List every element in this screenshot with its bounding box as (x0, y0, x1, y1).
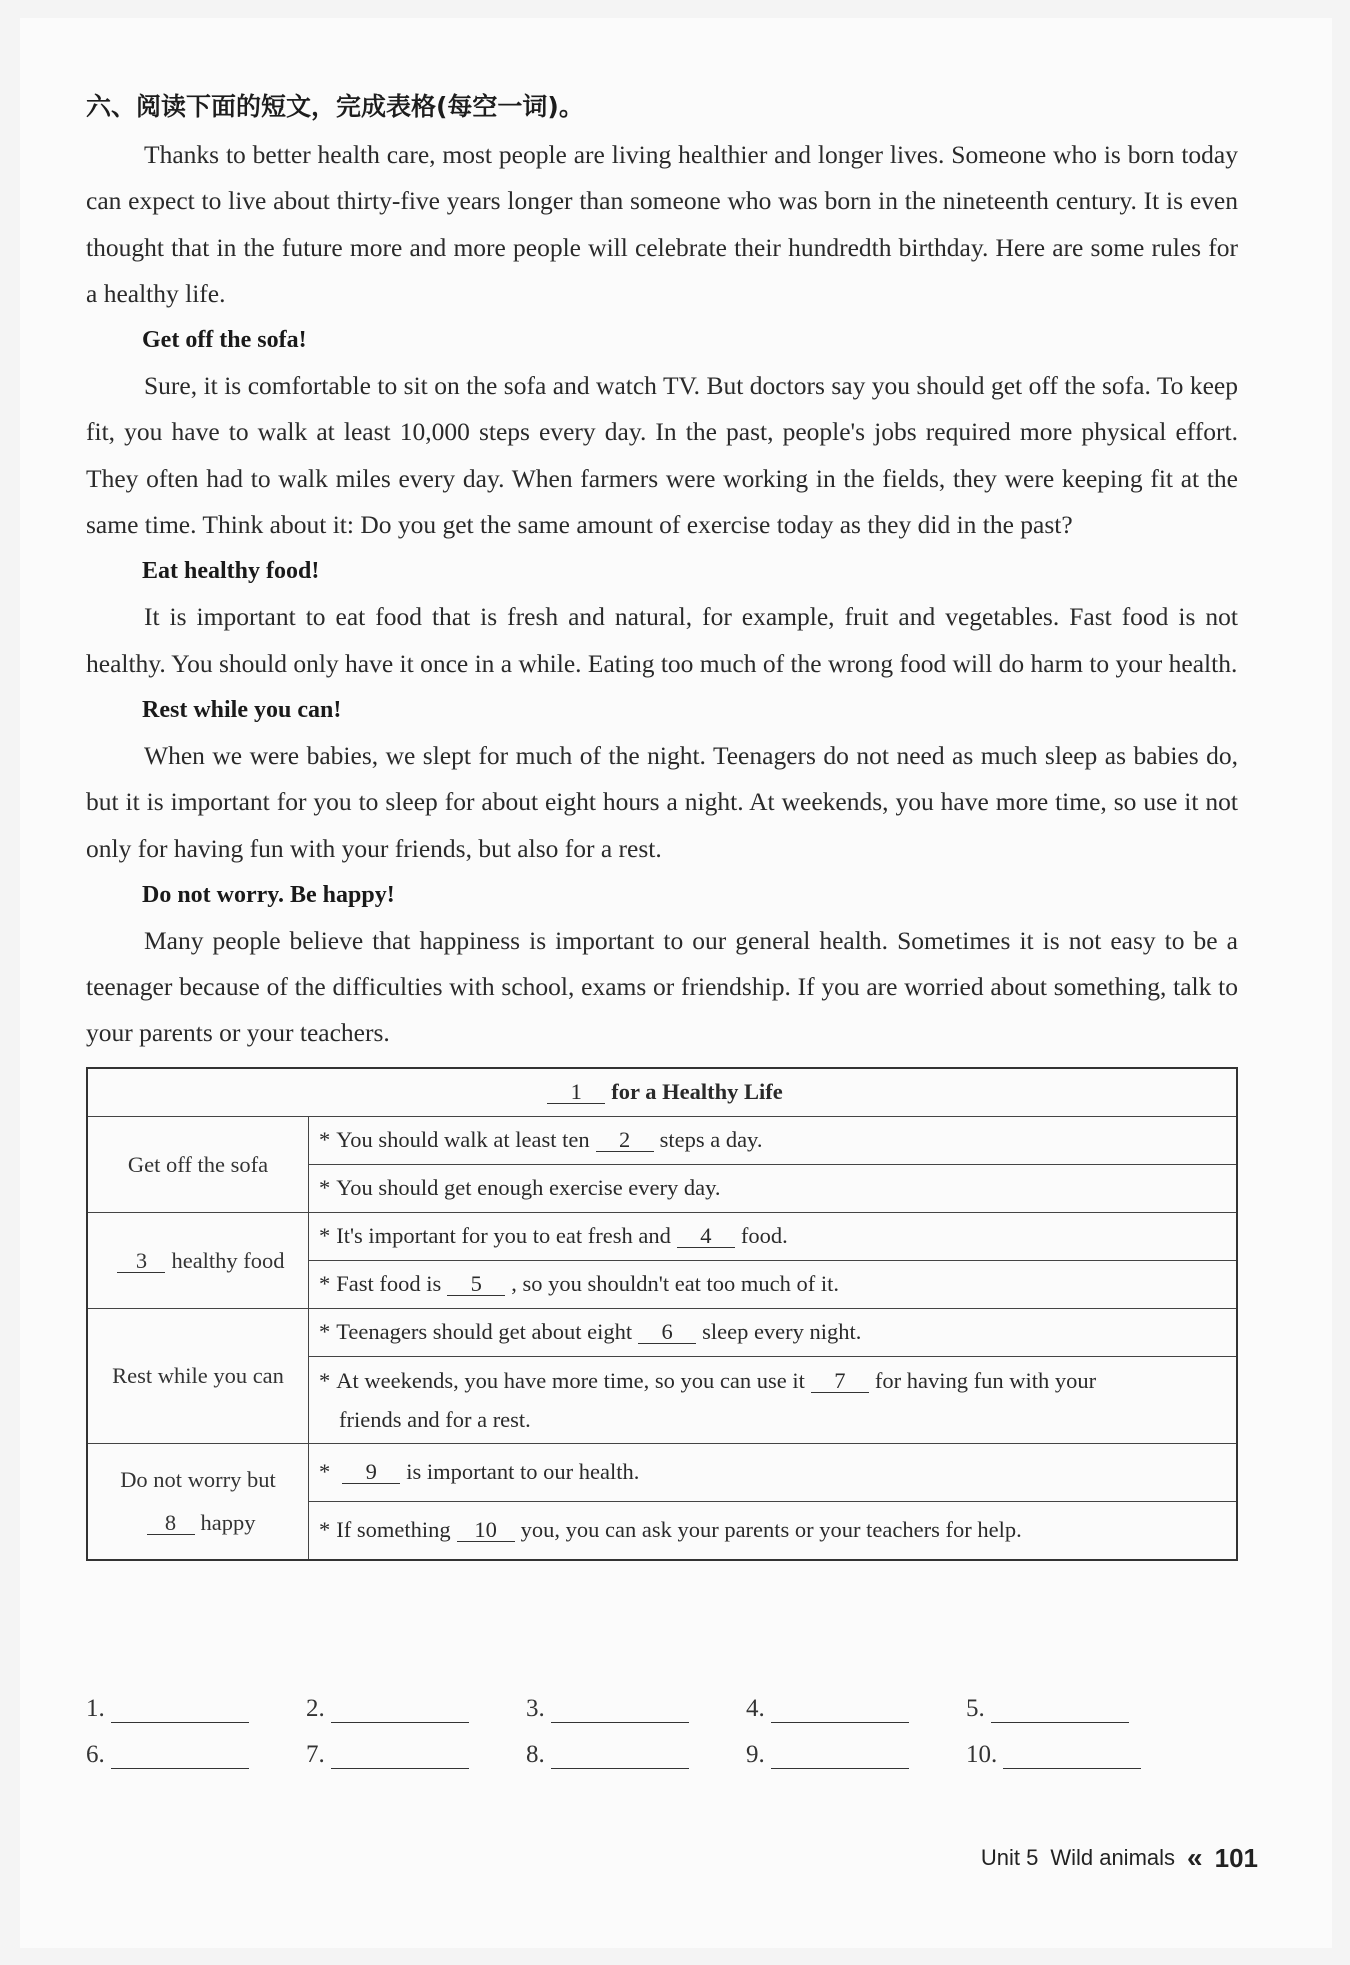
cell-text: At weekends, you have more time, so you can use it (336, 1367, 805, 1393)
section-title-sofa: Get off the sofa! (142, 327, 307, 354)
section-title-food: Eat healthy food! (142, 558, 320, 585)
table-cell (309, 1356, 1238, 1443)
exercise-content (86, 88, 1238, 1561)
row-label-worry (87, 1443, 309, 1560)
bullet-star: * (319, 1367, 331, 1393)
table-cell (309, 1443, 1238, 1501)
answer-line-4[interactable] (771, 1698, 909, 1723)
blank-4[interactable]: 4 (677, 1225, 735, 1248)
row-label-sofa: Get off the sofa (87, 1116, 309, 1212)
answer-number: 9. (746, 1741, 765, 1768)
footer-title: Wild animals (1050, 1845, 1176, 1870)
blank-9[interactable]: 9 (342, 1461, 400, 1484)
double-chevron-left-icon: « (1187, 1842, 1203, 1873)
table-cell (309, 1308, 1238, 1356)
bullet-star: * (319, 1271, 331, 1297)
cell-text: Teenagers should get about eight (336, 1319, 633, 1345)
blank-5[interactable]: 5 (447, 1273, 505, 1296)
summary-table (86, 1067, 1238, 1561)
bullet-star: * (319, 1517, 331, 1543)
table-cell (309, 1116, 1238, 1164)
blank-10[interactable]: 10 (457, 1519, 515, 1542)
exercise-heading: 六、阅读下面的短文，完成表格(每空一词)。 (86, 92, 584, 121)
section-text-sofa: Sure, it is comfortable to sit on the sofa and watch TV. But doctors say you should get off the sofa. To keep fit, you have to walk at least 10,000 steps every day. In the past, people's jobs required more physical effort. They often had to walk miles every day. When farmers were working in the fields, they were keeping fit at the same time. Think about it: Do you get the same amount of exercise today as they did in the past? (86, 371, 1238, 540)
bullet-star: * (319, 1127, 331, 1153)
answer-line-7[interactable] (331, 1744, 469, 1769)
footer-unit: Unit 5 (980, 1845, 1039, 1870)
table-title-text: for a Healthy Life (611, 1079, 783, 1105)
bullet-star: * (319, 1175, 331, 1201)
row-label-rest: Rest while you can (87, 1308, 309, 1443)
answer-line-6[interactable] (111, 1744, 249, 1769)
answer-item (526, 1723, 746, 1769)
answer-row (86, 1723, 1186, 1769)
intro-paragraph: Thanks to better health care, most people are living healthier and longer lives. Someone who is born today can expect to live about thirty-five years longer than someone who was born in the nineteenth century. It is even thought that in the future more and more people will celebrate their hundredth birthday. Here are some rules for a healthy life. (86, 140, 1238, 308)
blank-3[interactable]: 3 (117, 1250, 165, 1273)
answer-row (86, 1677, 1186, 1723)
blank-6[interactable]: 6 (638, 1321, 696, 1344)
answer-item (746, 1677, 966, 1723)
answer-item (966, 1723, 1186, 1769)
table-cell (309, 1164, 1238, 1212)
answer-line-2[interactable] (331, 1698, 469, 1723)
answer-line-3[interactable] (551, 1698, 689, 1723)
cell-text: You should walk at least ten (336, 1127, 590, 1153)
bullet-star: * (319, 1459, 331, 1485)
answer-item (306, 1723, 526, 1769)
answer-line-8[interactable] (551, 1744, 689, 1769)
answer-number: 2. (306, 1695, 325, 1722)
cell-text: is important to our health. (406, 1459, 640, 1485)
cell-text: food. (740, 1223, 788, 1249)
blank-8[interactable]: 8 (147, 1512, 195, 1535)
answer-line-10[interactable] (1003, 1744, 1141, 1769)
section-text-happy: Many people believe that happiness is important to our general health. Sometimes it is not easy to be a teenager because of the difficulties with school, exams or friendship. If you are worried about something, talk to your parents or your teachers. (86, 925, 1238, 1048)
table-cell (309, 1260, 1238, 1308)
blank-2[interactable]: 2 (596, 1129, 654, 1152)
table-title (87, 1068, 1237, 1117)
answer-item (966, 1677, 1186, 1723)
cell-text: friends and for a rest. (339, 1406, 531, 1432)
answer-number: 3. (526, 1695, 545, 1722)
blank-7[interactable]: 7 (811, 1370, 869, 1393)
cell-text: sleep every night. (702, 1319, 862, 1345)
page-footer (981, 1842, 1258, 1874)
answer-number: 5. (966, 1695, 985, 1722)
section-title-happy: Do not worry. Be happy! (142, 881, 395, 908)
answer-line-9[interactable] (771, 1744, 909, 1769)
table-cell (309, 1212, 1238, 1260)
answer-number: 4. (746, 1695, 765, 1722)
answer-item (306, 1677, 526, 1723)
cell-text: If something (336, 1517, 451, 1543)
cell-text: It's important for you to eat fresh and (336, 1223, 671, 1249)
section-text-food: It is important to eat food that is fresh and natural, for example, fruit and vegetables. Fast food is not healthy. You should only have it once in a while. Eating too much of the wrong food will do harm to your health. (86, 602, 1238, 678)
answer-number: 7. (306, 1741, 325, 1768)
cell-text: You should get enough exercise every day. (336, 1175, 721, 1201)
section-text-rest: When we were babies, we slept for much of the night. Teenagers do not need as much sleep as babies do, but it is important for you to sleep for about eight hours a night. At weekends, you have more time, so use it not only for having fun with your friends, but also for a rest. (86, 740, 1238, 863)
bullet-star: * (319, 1223, 331, 1249)
row-label-food (87, 1212, 309, 1308)
row-label-text: Do not worry but (120, 1467, 276, 1493)
cell-text: , so you shouldn't eat too much of it. (511, 1271, 840, 1297)
blank-1[interactable]: 1 (547, 1081, 605, 1104)
table-cell (309, 1501, 1238, 1560)
row-label-text: healthy food (171, 1247, 285, 1273)
answer-lines (86, 1677, 1186, 1769)
answer-line-5[interactable] (991, 1698, 1129, 1723)
row-label-text: happy (200, 1510, 256, 1536)
answer-item (86, 1677, 306, 1723)
answer-item (86, 1723, 306, 1769)
answer-number: 10. (966, 1741, 998, 1768)
cell-text: you, you can ask your parents or your teachers for help. (520, 1517, 1022, 1543)
cell-text: for having fun with your (874, 1367, 1097, 1393)
section-title-rest: Rest while you can! (142, 696, 342, 723)
bullet-star: * (319, 1319, 331, 1345)
answer-number: 8. (526, 1741, 545, 1768)
answer-item (746, 1723, 966, 1769)
answer-number: 6. (86, 1741, 105, 1768)
page-number: 101 (1214, 1842, 1258, 1873)
cell-text: steps a day. (659, 1127, 763, 1153)
answer-item (526, 1677, 746, 1723)
answer-line-1[interactable] (111, 1698, 249, 1723)
cell-text: Fast food is (336, 1271, 442, 1297)
answer-number: 1. (86, 1695, 105, 1722)
